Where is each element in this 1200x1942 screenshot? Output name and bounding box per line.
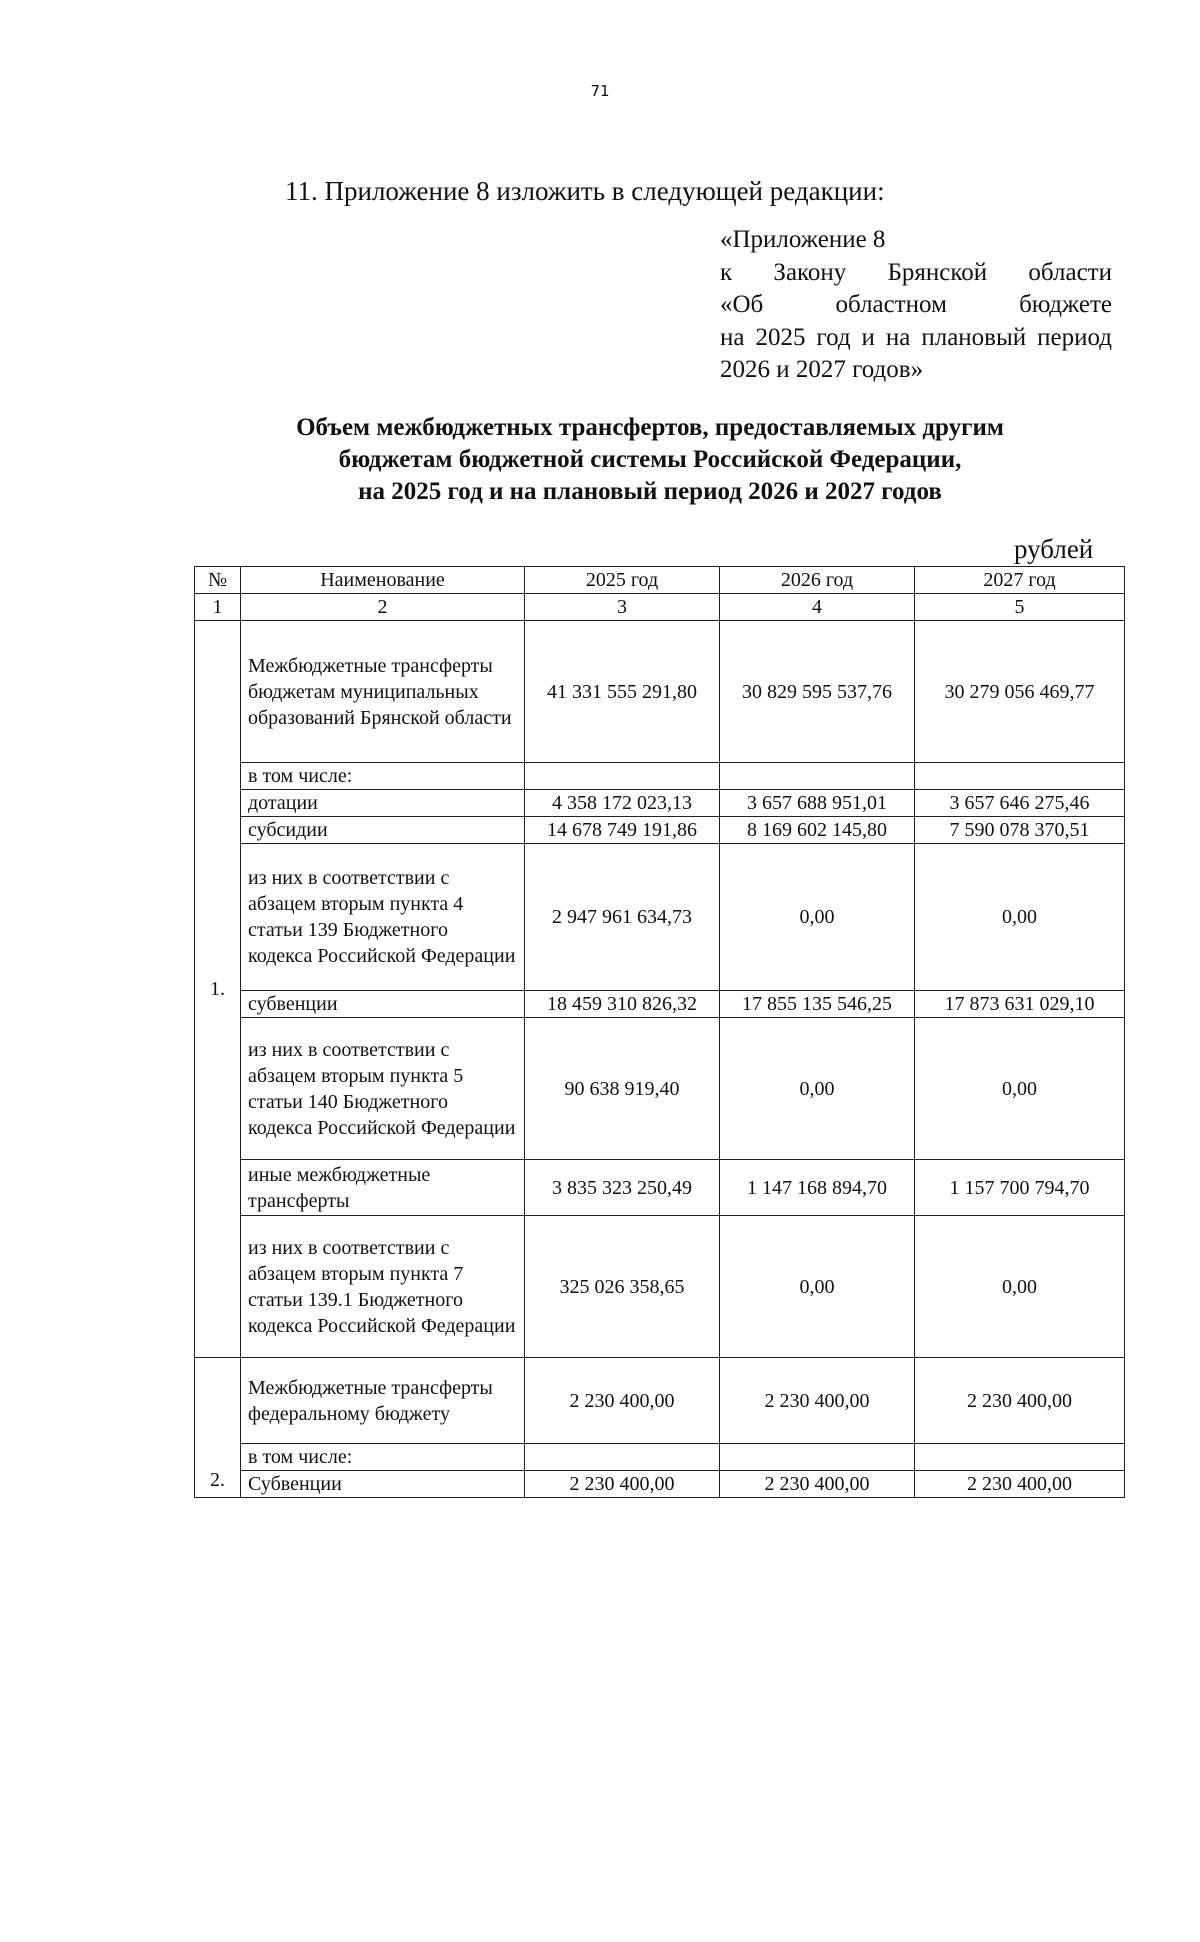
value-2026: 17 855 135 546,25 xyxy=(720,991,915,1018)
table-row xyxy=(195,763,1125,790)
row-name: Межбюджетные трансферты федеральному бюджету xyxy=(241,1358,525,1444)
value-2025: 2 947 961 634,73 xyxy=(525,844,720,991)
table-row xyxy=(195,1018,1125,1160)
value-2025: 41 331 555 291,80 xyxy=(525,621,720,763)
page-number: 71 xyxy=(590,82,610,100)
value-2027: 0,00 xyxy=(915,844,1125,991)
row-name: Субвенции xyxy=(241,1471,525,1498)
row-name: из них в соответствии с абзацем вторым пункта 7 статьи 139.1 Бюджетного кодекса Российской Федерации xyxy=(241,1216,525,1358)
appendix-line: «Об областном бюджете xyxy=(720,291,1112,318)
table-row xyxy=(195,991,1125,1018)
row-name: субсидии xyxy=(241,817,525,844)
value-2027: 1 157 700 794,70 xyxy=(915,1160,1125,1216)
appendix-line: к Закону Брянской области xyxy=(720,258,1112,286)
document-title xyxy=(150,412,1150,508)
value-2026: 2 230 400,00 xyxy=(720,1358,915,1444)
column-number: 3 xyxy=(525,594,720,621)
table-row xyxy=(195,1358,1125,1444)
value-2025 xyxy=(525,1444,720,1471)
appendix-line: «Приложение 8 xyxy=(720,226,886,253)
table-row xyxy=(195,844,1125,991)
header-name: Наименование xyxy=(241,567,525,594)
value-2027: 0,00 xyxy=(915,1018,1125,1160)
title-line: на 2025 год и на плановый период 2026 и 2027 годов xyxy=(358,478,942,505)
header-2025: 2025 год xyxy=(525,567,720,594)
table-column-numbers-row xyxy=(195,594,1125,621)
table-row xyxy=(195,1444,1125,1471)
value-2027: 17 873 631 029,10 xyxy=(915,991,1125,1018)
row-name: дотации xyxy=(241,790,525,817)
instruction-text: 11. Приложение 8 изложить в следующей редакции: xyxy=(285,176,885,206)
header-number: № xyxy=(195,567,241,594)
value-2025: 14 678 749 191,86 xyxy=(525,817,720,844)
column-number: 2 xyxy=(241,594,525,621)
row-name: субвенции xyxy=(241,991,525,1018)
value-2026: 0,00 xyxy=(720,1018,915,1160)
unit-label: рублей xyxy=(1014,534,1094,564)
value-2025: 2 230 400,00 xyxy=(525,1358,720,1444)
table-row xyxy=(195,1471,1125,1498)
row-name: в том числе: xyxy=(241,763,525,790)
value-2025: 18 459 310 826,32 xyxy=(525,991,720,1018)
value-2026: 1 147 168 894,70 xyxy=(720,1160,915,1216)
value-2027 xyxy=(915,1444,1125,1471)
value-2026: 30 829 595 537,76 xyxy=(720,621,915,763)
value-2025: 90 638 919,40 xyxy=(525,1018,720,1160)
value-2027 xyxy=(915,763,1125,790)
value-2025: 2 230 400,00 xyxy=(525,1471,720,1498)
title-line: бюджетам бюджетной системы Российской Федерации, xyxy=(338,446,962,473)
row-name: из них в соответствии с абзацем вторым пункта 5 статьи 140 Бюджетного кодекса Российской Федерации xyxy=(241,1018,525,1160)
appendix-header xyxy=(720,224,1112,387)
value-2026: 2 230 400,00 xyxy=(720,1471,915,1498)
header-2026: 2026 год xyxy=(720,567,915,594)
appendix-line: 2026 и 2027 годов» xyxy=(720,356,924,383)
value-2027: 2 230 400,00 xyxy=(915,1358,1125,1444)
table-header-row xyxy=(195,567,1125,594)
value-2027: 0,00 xyxy=(915,1216,1125,1358)
table-row xyxy=(195,621,1125,763)
value-2026: 0,00 xyxy=(720,1216,915,1358)
row-name: иные межбюджетные трансферты xyxy=(241,1160,525,1216)
value-2027: 3 657 646 275,46 xyxy=(915,790,1125,817)
title-line: Объем межбюджетных трансфертов, предоставляемых другим xyxy=(296,414,1004,441)
transfers-table xyxy=(194,566,1125,1498)
column-number: 5 xyxy=(915,594,1125,621)
value-2027: 7 590 078 370,51 xyxy=(915,817,1125,844)
column-number: 1 xyxy=(195,594,241,621)
table-row xyxy=(195,817,1125,844)
value-2027: 2 230 400,00 xyxy=(915,1471,1125,1498)
row-name: Межбюджетные трансферты бюджетам муниципальных образований Брянской области xyxy=(241,621,525,763)
column-number: 4 xyxy=(720,594,915,621)
value-2026 xyxy=(720,1444,915,1471)
header-2027: 2027 год xyxy=(915,567,1125,594)
row-name: из них в соответствии с абзацем вторым пункта 4 статьи 139 Бюджетного кодекса Российской Федерации xyxy=(241,844,525,991)
value-2025 xyxy=(525,763,720,790)
value-2027: 30 279 056 469,77 xyxy=(915,621,1125,763)
appendix-line: на 2025 год и на плановый период xyxy=(720,323,1112,351)
value-2025: 4 358 172 023,13 xyxy=(525,790,720,817)
value-2025: 3 835 323 250,49 xyxy=(525,1160,720,1216)
table-row xyxy=(195,790,1125,817)
value-2026: 3 657 688 951,01 xyxy=(720,790,915,817)
value-2026: 0,00 xyxy=(720,844,915,991)
value-2026 xyxy=(720,763,915,790)
table-row xyxy=(195,1160,1125,1216)
section-number: 2. xyxy=(195,1358,241,1498)
value-2025: 325 026 358,65 xyxy=(525,1216,720,1358)
table-row xyxy=(195,1216,1125,1358)
section-number: 1. xyxy=(195,621,241,1358)
value-2026: 8 169 602 145,80 xyxy=(720,817,915,844)
row-name: в том числе: xyxy=(241,1444,525,1471)
